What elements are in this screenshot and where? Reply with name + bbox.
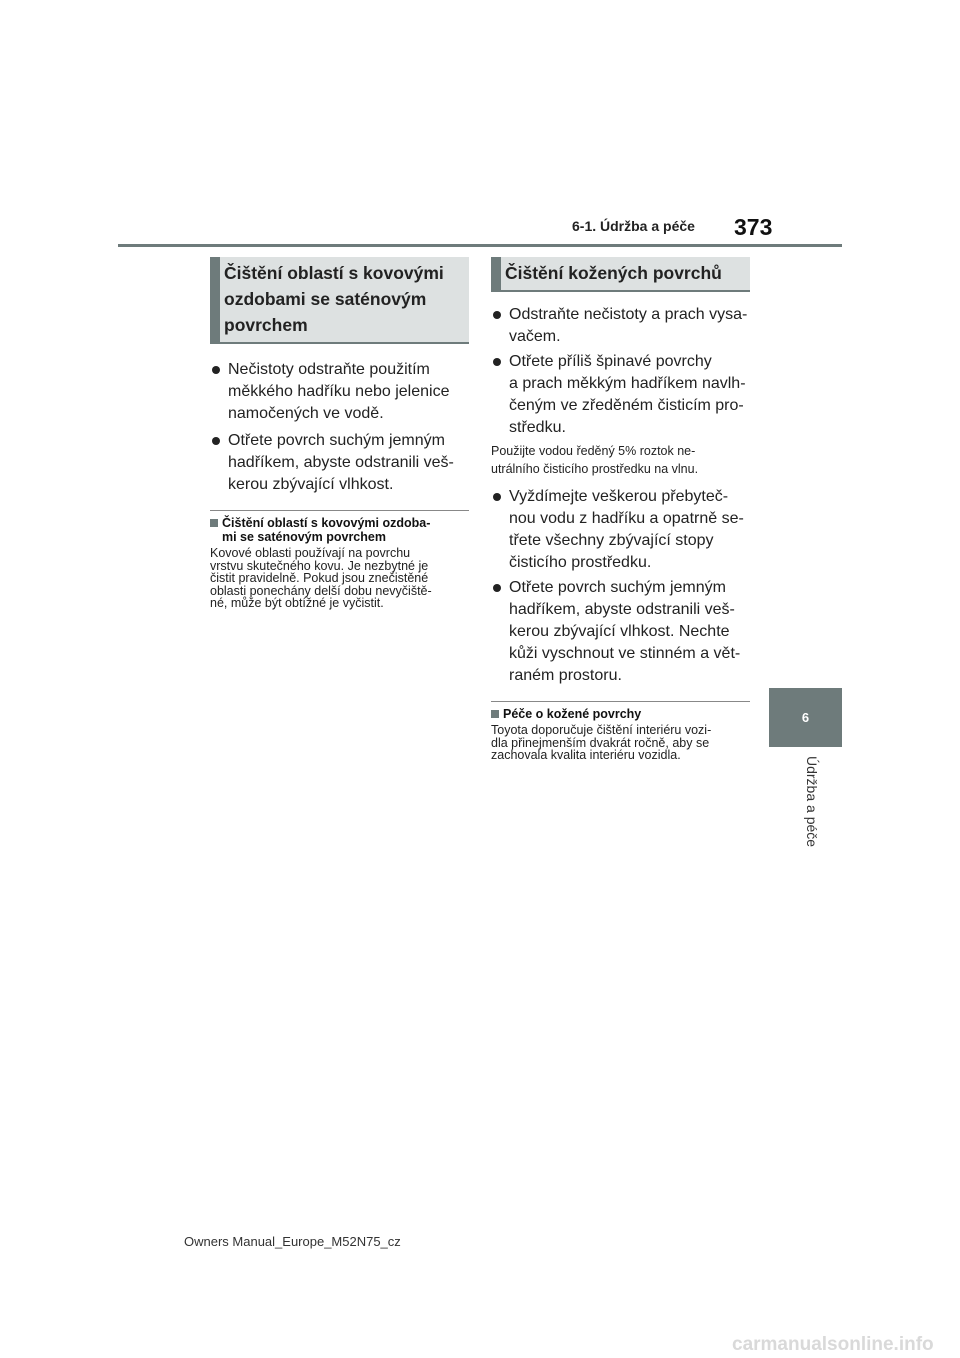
subhead-line: Péče o kožené povrchy (503, 707, 642, 721)
left-bullet-list (210, 359, 469, 496)
list-item (210, 430, 469, 496)
text-line: Otřete příliš špinavé povrchy (509, 353, 712, 370)
text-line: raném prostoru. (509, 667, 622, 684)
list-item (491, 304, 750, 348)
text-line: oblasti ponechány delší dobu nevyčiště- (210, 583, 432, 598)
right-section-title (491, 257, 750, 292)
left-section-title (210, 257, 469, 344)
list-item (491, 577, 750, 687)
dilution-note (491, 442, 750, 478)
text-line: a prach měkkým hadříkem navlh- (509, 375, 746, 392)
text-line: čisticího prostředku. (509, 554, 652, 571)
text-line: utrálního čisticího prostředku na vlnu. (491, 462, 699, 476)
list-item (210, 359, 469, 425)
text-line: Toyota doporučuje čištění interiéru vozi- (491, 723, 712, 737)
subhead-rule (210, 510, 469, 511)
text-line: Otřete povrch suchým jemným (509, 579, 726, 596)
right-column (491, 257, 750, 762)
text-line: třete všechny zbývající stopy (509, 532, 714, 549)
square-bullet-icon (491, 710, 499, 718)
chapter-side-title: Údržba a péče (804, 756, 820, 848)
text-line: hadříkem, abyste odstranili veš- (509, 601, 735, 618)
page-number: 373 (734, 214, 773, 240)
text-line: Otřete povrch suchým jemným (228, 432, 445, 449)
right-subhead (491, 707, 750, 721)
text-line: zachovala kvalita interiéru vozidla. (491, 748, 681, 762)
subhead-line: mi se saténovým povrchem (222, 530, 386, 544)
title-line: povrchem (224, 315, 308, 335)
text-line: čeným ve zředěném čisticím pro- (509, 397, 744, 414)
text-line: namočených ve vodě. (228, 405, 384, 422)
left-body-text (210, 547, 469, 610)
watermark: carmanualsonline.info (732, 1334, 934, 1355)
title-line: ozdobami se saténovým (224, 289, 427, 309)
title-line: Čištění kožených povrchů (505, 263, 722, 283)
text-line: Odstraňte nečistoty a prach vysa- (509, 306, 748, 323)
list-item (491, 351, 750, 439)
subhead-line: Čištění oblastí s kovovými ozdoba- (222, 516, 431, 530)
left-column (210, 257, 469, 610)
text-line: kůži vyschnout ve stinném a vět- (509, 645, 741, 662)
text-line: hadříkem, abyste odstranili veš- (228, 454, 454, 471)
text-line: čistit pravidelně. Pokud jsou znečistěné (210, 571, 429, 585)
text-line: vrstvu skutečného kovu. Je nezbytné je (210, 558, 429, 573)
header-section-title: 6-1. Údržba a péče (572, 218, 695, 234)
text-line: středku. (509, 419, 566, 436)
text-line: Nečistoty odstraňte použitím (228, 361, 430, 378)
chapter-number: 6 (801, 710, 810, 725)
text-line: nou vodu z hadříku a opatrně se- (509, 510, 744, 527)
text-line: Kovové oblasti používají na povrchu (210, 546, 411, 560)
right-bullet-list-a (491, 304, 750, 439)
left-subhead (210, 516, 469, 544)
square-bullet-icon (210, 519, 218, 527)
chapter-tab[interactable] (769, 688, 842, 747)
text-line: měkkého hadříku nebo jelenice (228, 383, 450, 400)
right-bullet-list-b (491, 486, 750, 687)
text-line: Použijte vodou ředěný 5% roztok ne- (491, 444, 696, 458)
right-body-text (491, 724, 750, 762)
text-line: kerou zbývající vlhkost. (228, 476, 394, 493)
text-line: Vyždímejte veškerou přebyteč- (509, 488, 729, 505)
text-line: vačem. (509, 328, 561, 345)
text-line: né, může být obtížné je vyčistit. (210, 596, 384, 610)
text-line: kerou zbývající vlhkost. Nechte (509, 623, 730, 640)
title-line: Čištění oblastí s kovovými (224, 263, 444, 283)
list-item (491, 486, 750, 574)
header-rule (118, 244, 842, 247)
footer-manual-id: Owners Manual_Europe_M52N75_cz (184, 1234, 401, 1249)
subhead-rule (491, 701, 750, 702)
text-line: dla přinejmenším dvakrát ročně, aby se (491, 735, 710, 750)
